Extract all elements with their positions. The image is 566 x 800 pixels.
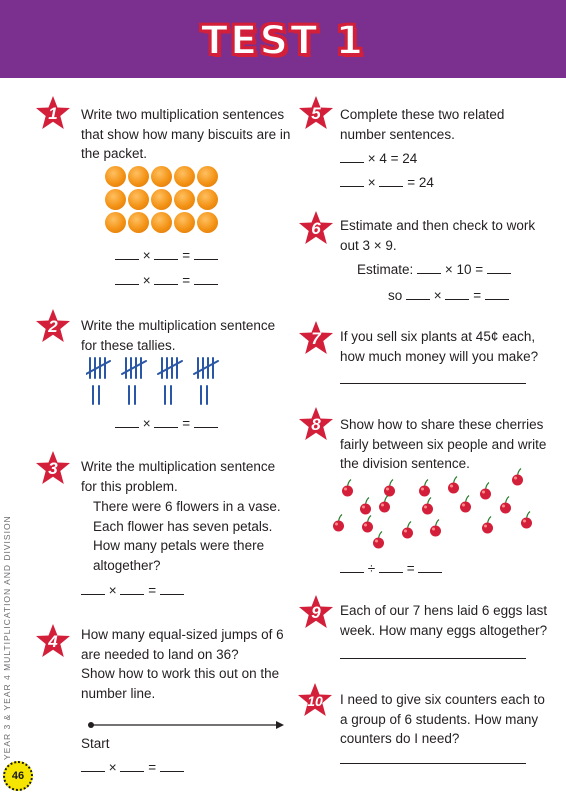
question-number: 9 <box>311 603 321 622</box>
q1-line: Write two multiplication sentences <box>81 107 285 122</box>
q3-equation <box>81 583 184 598</box>
q6-text <box>340 216 550 255</box>
q5-eq2-result: = 24 <box>407 175 434 190</box>
cherry-icon <box>511 468 524 486</box>
q1-equation-2 <box>115 273 218 288</box>
side-label-text: YEAR 3 & YEAR 4 MULTIPLICATION AND DIVISION <box>2 515 12 760</box>
answer-blank[interactable] <box>379 561 403 573</box>
biscuit-icon <box>174 189 195 210</box>
cherry-icon <box>447 476 460 494</box>
equals-sign: = <box>182 273 191 288</box>
tally-group <box>122 358 146 404</box>
cherry-icon <box>429 519 442 537</box>
star-icon <box>297 594 335 632</box>
answer-blank[interactable] <box>194 273 218 285</box>
star-icon <box>297 210 335 248</box>
biscuit-icon <box>197 166 218 187</box>
q2-line: Write the multiplication sentence <box>81 318 276 333</box>
answer-blank[interactable] <box>418 561 442 573</box>
star-icon <box>34 95 72 133</box>
biscuit-icon <box>128 189 149 210</box>
answer-blank[interactable] <box>340 151 364 163</box>
answer-line[interactable] <box>340 383 526 384</box>
q3-line: for this problem. <box>81 478 178 494</box>
q5-line: number sentences. <box>340 126 455 142</box>
biscuit-icon <box>105 189 126 210</box>
cherry-icon <box>421 497 434 515</box>
q7-line: If you sell six plants at 45¢ each, <box>340 329 536 344</box>
q5-equation-2 <box>340 175 434 190</box>
estimate-label: Estimate: <box>357 262 414 277</box>
q4-line: Show how to work this out on the <box>81 666 280 681</box>
q4-line: number line. <box>81 685 156 701</box>
cherry-icon <box>332 514 345 532</box>
answer-blank[interactable] <box>194 416 218 428</box>
times-sign: × <box>142 416 151 431</box>
tally-group <box>158 358 182 404</box>
times-sign: × <box>108 760 117 775</box>
answer-blank[interactable] <box>115 273 139 285</box>
cherry-icon <box>372 531 385 549</box>
answer-blank[interactable] <box>160 760 184 772</box>
cherry-icon <box>378 495 391 513</box>
biscuit-icon <box>128 212 149 233</box>
biscuit-icon <box>105 166 126 187</box>
q6-line: Estimate and then check to work <box>340 218 536 233</box>
q8-equation <box>340 561 442 576</box>
q5-equation-1 <box>340 151 417 166</box>
q1-line: the packet. <box>81 146 148 161</box>
biscuit-icon <box>197 212 218 233</box>
q10-line: I need to give six counters each to <box>340 692 545 707</box>
answer-blank[interactable] <box>417 262 441 274</box>
answer-blank[interactable] <box>340 175 364 187</box>
cherry-icon <box>341 479 354 497</box>
cherry-icon <box>481 516 494 534</box>
answer-blank[interactable] <box>81 583 105 595</box>
biscuit-icon <box>174 166 195 187</box>
answer-blank[interactable] <box>120 760 144 772</box>
answer-blank[interactable] <box>487 262 511 274</box>
question-number: 5 <box>311 104 321 123</box>
q2-text <box>81 316 291 355</box>
answer-blank[interactable] <box>160 583 184 595</box>
q1-line: that show how many biscuits are in <box>81 126 291 142</box>
side-label <box>2 515 14 760</box>
q4-text <box>81 625 293 703</box>
times-sign: × <box>142 273 151 288</box>
star-icon <box>297 320 335 358</box>
answer-blank[interactable] <box>340 561 364 573</box>
q8-line: the division sentence. <box>340 456 470 471</box>
answer-blank[interactable] <box>120 583 144 595</box>
q9-line: Each of our 7 hens laid 6 eggs last <box>340 603 548 618</box>
q4-line: How many equal-sized jumps of 6 <box>81 627 284 642</box>
q3-problem-line: How many petals were there <box>93 538 265 553</box>
question-number: 7 <box>311 329 321 348</box>
question-number: 6 <box>311 219 321 238</box>
question-number: 8 <box>311 415 321 434</box>
q3-text <box>81 457 291 496</box>
question-number: 3 <box>48 459 58 478</box>
estimate-mid: × 10 = <box>444 262 484 277</box>
so-label: so <box>388 288 403 303</box>
q10-line: counters do I need? <box>340 731 460 746</box>
answer-blank[interactable] <box>115 416 139 428</box>
q8-line: Show how to share these cherries <box>340 417 544 432</box>
equals-sign: = <box>148 583 157 598</box>
q6-line: out 3 × 9. <box>340 237 397 253</box>
q5-text <box>340 105 550 144</box>
biscuit-icon <box>151 189 172 210</box>
cherry-icon <box>520 511 533 529</box>
q6-so <box>388 288 509 303</box>
tally-group <box>86 358 110 404</box>
question-number: 10 <box>307 693 323 709</box>
q10-text <box>340 690 555 749</box>
star-icon <box>296 682 334 720</box>
q2-line: for these tallies. <box>81 337 176 353</box>
equals-sign: = <box>182 248 191 263</box>
equals-sign: = <box>406 561 415 576</box>
biscuit-icon <box>174 212 195 233</box>
q4-line: are needed to land on 36? <box>81 646 239 662</box>
q8-line: fairly between six people and write <box>340 436 547 452</box>
q3-problem-line: There were 6 flowers in a vase. <box>93 499 281 514</box>
biscuit-icon <box>151 212 172 233</box>
cherry-icon <box>401 521 414 539</box>
cherry-icon <box>418 479 431 497</box>
number-line <box>86 719 286 731</box>
page-title: TEST 1 <box>200 18 366 64</box>
answer-line[interactable] <box>340 658 526 659</box>
q2-equation <box>115 416 218 431</box>
q9-line: week. How many eggs altogether? <box>340 622 548 638</box>
divide-sign: ÷ <box>367 561 376 576</box>
answer-blank[interactable] <box>406 288 430 300</box>
q7-line: how much money will you make? <box>340 348 539 364</box>
answer-blank[interactable] <box>154 416 178 428</box>
star-icon <box>34 308 72 346</box>
tally-group <box>194 358 218 404</box>
q6-estimate <box>357 262 511 277</box>
cherry-icon <box>359 497 372 515</box>
q3-problem-line: Each flower has seven petals. <box>93 518 273 534</box>
q3-line: Write the multiplication sentence <box>81 459 276 474</box>
equals-sign: = <box>148 760 157 775</box>
q10-line: a group of 6 students. How many <box>340 711 539 727</box>
equals-sign: = <box>182 416 191 431</box>
answer-blank[interactable] <box>115 248 139 260</box>
star-icon <box>34 450 72 488</box>
cherry-icon <box>479 482 492 500</box>
biscuit-icon <box>128 166 149 187</box>
answer-blank[interactable] <box>81 760 105 772</box>
times-sign: × <box>108 583 117 598</box>
biscuit-icon <box>197 189 218 210</box>
q4-equation <box>81 760 184 775</box>
q1-text <box>81 105 291 164</box>
question-number: 4 <box>48 632 58 651</box>
page-number-badge: 46 <box>3 761 33 791</box>
tally-marks <box>86 356 226 408</box>
number-line-start-label: Start <box>81 736 110 751</box>
star-icon <box>34 623 72 661</box>
equals-sign: = <box>473 288 482 303</box>
answer-blank[interactable] <box>485 288 509 300</box>
star-icon <box>297 95 335 133</box>
question-number: 2 <box>48 317 58 336</box>
q3-problem <box>93 497 293 575</box>
answer-blank[interactable] <box>194 248 218 260</box>
q5-eq1-text: × 4 = 24 <box>367 151 418 166</box>
answer-blank[interactable] <box>154 273 178 285</box>
times-sign: × <box>433 288 442 303</box>
times-sign: × <box>142 248 151 263</box>
answer-line[interactable] <box>340 763 526 764</box>
q3-problem-line: altogether? <box>93 557 161 573</box>
cherry-icon <box>499 496 512 514</box>
q8-text <box>340 415 555 474</box>
q1-equation-1 <box>115 248 218 263</box>
q9-text <box>340 601 555 640</box>
star-icon <box>297 406 335 444</box>
q5-line: Complete these two related <box>340 107 505 122</box>
times-sign: × <box>367 175 376 190</box>
answer-blank[interactable] <box>154 248 178 260</box>
cherry-icon <box>459 495 472 513</box>
biscuit-icon <box>151 166 172 187</box>
answer-blank[interactable] <box>445 288 469 300</box>
answer-blank[interactable] <box>379 175 403 187</box>
question-number: 1 <box>48 104 58 123</box>
q7-text <box>340 327 555 366</box>
biscuit-icon <box>105 212 126 233</box>
